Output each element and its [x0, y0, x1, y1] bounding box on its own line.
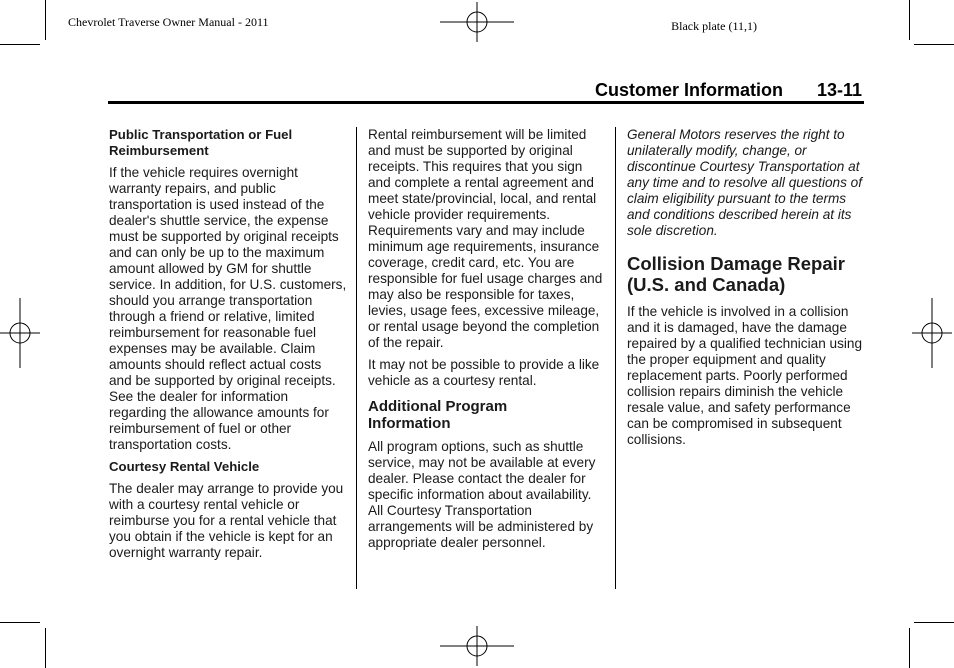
heading-line-2: Information [368, 415, 451, 432]
column-divider-1 [356, 127, 357, 589]
heading-line-2: Reimbursement [109, 143, 209, 158]
heading-line-2: (U.S. and Canada) [627, 274, 786, 295]
registration-mark-right [912, 298, 952, 368]
page-number: 13-11 [817, 80, 863, 100]
paragraph-collision-damage: If the vehicle is involved in a collision and it is damaged, have the damage repaired by a qualified technician using the proper equipment and quality replacement parts. Poorly performed collision repairs diminish the vehicle resale value, and safety performance can be compromised in subsequent collisions. [627, 304, 863, 447]
paragraph-gm-reserves: General Motors reserves the right to unilaterally modify, change, or discontinue Courtesy Transportation at any time and to resolve all questions of claim eligibility pursuant to the terms and conditions described herein at its sole discretion. [627, 127, 863, 238]
heading-public-transportation [109, 127, 347, 159]
paragraph-rental-reimbursement: Rental reimbursement will be limited and must be supported by original receipts. This requires that you sign and complete a rental agreement and meet state/provincial, local, and rental vehicle provider requirements. Requirements vary and may include minimum age requirements, insurance coverage, credit card, etc. You are responsible for fuel usage charges and may also be responsible for taxes, levies, usage fees, excessive mileage, or rental usage beyond the completion of the repair. [368, 127, 603, 350]
heading-additional-program [368, 398, 606, 432]
column-divider-2 [615, 127, 616, 589]
heading-collision-damage [627, 253, 865, 295]
registration-mark-left [0, 298, 40, 368]
heading-line-1: Public Transportation or Fuel [109, 127, 293, 142]
section-title: Customer Information [595, 80, 784, 100]
paragraph-courtesy-rental: The dealer may arrange to provide you with a courtesy rental vehicle or reimburse you for a rental vehicle that you obtain if the vehicle is kept for an overnight warranty repair. [109, 481, 344, 560]
paragraph-program-options: All program options, such as shuttle service, may not be available at every dealer. Please contact the dealer for specific information about availability. All Courtesy Transportation arrangements will be administered by appropriate dealer personnel. [368, 439, 596, 550]
column-2 [368, 127, 606, 557]
heading-courtesy-rental: Courtesy Rental Vehicle [109, 459, 260, 474]
registration-mark-top [440, 2, 514, 42]
column-3 [627, 127, 865, 454]
heading-line-1: Collision Damage Repair [627, 253, 845, 274]
paragraph-like-vehicle: It may not be possible to provide a like vehicle as a courtesy rental. [368, 357, 600, 388]
header-rule [108, 101, 864, 104]
paragraph-public-transportation: If the vehicle requires overnight warranty repairs, and public transportation is used instead of the dealer's shuttle service, the expense must be supported by original receipts and can only be up to the maximum amount allowed by GM for shuttle service. In addition, for U.S. customers, should you arrange transportation through a friend or relative, limited reimbursement for reasonable fuel expenses may be available. Claim amounts should reflect actual costs and be supported by original receipts. See the dealer for information regarding the allowance amounts for reimbursement of fuel or other transportation costs. [109, 165, 347, 452]
slug-right: Black plate (11,1) [671, 19, 757, 33]
heading-line-1: Additional Program [368, 398, 508, 415]
column-1 [109, 127, 347, 567]
slug-left: Chevrolet Traverse Owner Manual - 2011 [68, 15, 269, 29]
registration-mark-bottom [440, 626, 514, 666]
